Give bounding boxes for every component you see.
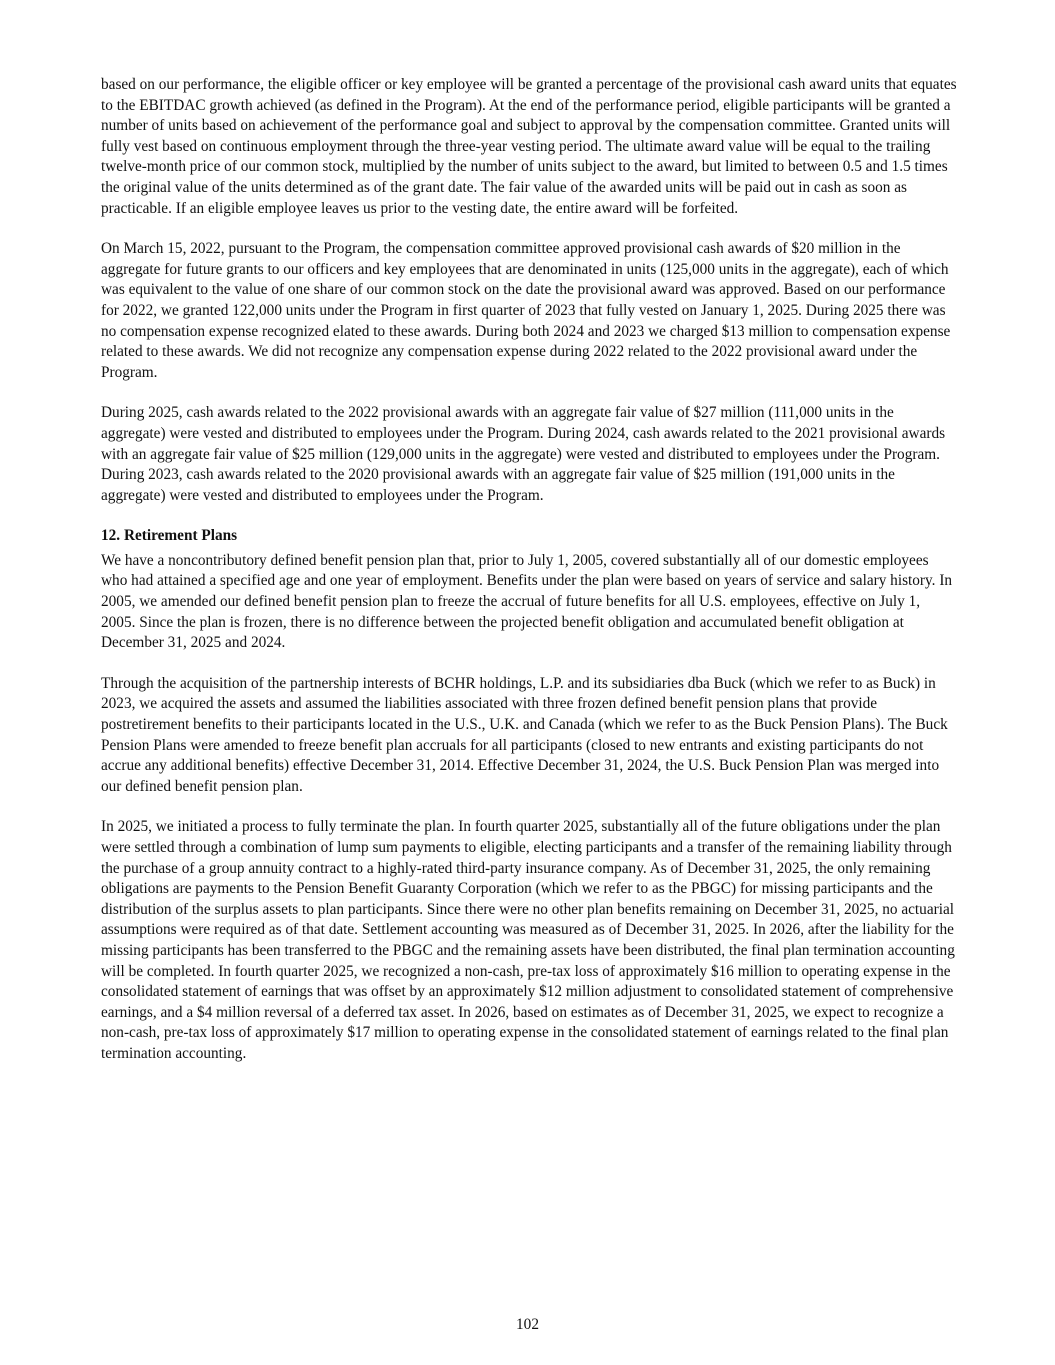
paragraph-buck-pension-plans: Through the acquisition of the partnership interests of BCHR holdings, L.P. and its subsidiaries dba Buck (which we refer to as Buck) in 2023, we acquired the assets and assumed the liabilities associated with three frozen defined benefit pension plans that provide postretirement benefits to their participants located in the U.S., U.K. and Canada (which we refer to as the Buck Pension Plans). The Buck Pension Plans were amended to freeze benefit plan accruals for all participants (closed to new entrants and existing participants do not accrue any additional benefits) effective December 31, 2014. Effective December 31, 2024, the U.S. Buck Pension Plan was merged into our defined benefit pension plan. [101, 674, 948, 795]
paragraph-pension-plan: We have a noncontributory defined benefit pension plan that, prior to July 1, 2005, covered substantially all of our domestic employees who had attained a specified age and one year of employment. Benefits under the plan were based on years of service and salary history. In 2005, we amended our defined benefit pension plan to freeze the accrual of future benefits for all U.S. employees, effective on July 1, 2005. Since the plan is frozen, there is no difference between the projected benefit obligation and accumulated benefit obligation at December 31, 2025 and 2024. [101, 551, 953, 652]
page-number: 102 [516, 1316, 539, 1333]
paragraph-cash-awards-distribution: During 2025, cash awards related to the 2022 provisional awards with an aggregate fair value of $27 million (111,000 units in the aggregate) were vested and distributed to employees under the Program. During 2024, cash awards related to the 2021 provisional awards with an aggregate fair value of $25 million (129,000 units in the aggregate) were vested and distributed to employees under the Program. During 2023, cash awards related to the 2020 provisional awards with an aggregate fair value of $25 million (191,000 units in the aggregate) were vested and distributed to employees under the Program. [101, 404, 946, 504]
paragraph-award-units: based on our performance, the eligible officer or key employee will be granted a percentage of the provisional cash award units that equates to the EBITDAC growth achieved (as defined in the Program). At the end of the performance period, eligible participants will be granted a number of units based on achievement of the performance goal and subject to approval by the compensation committee. Granted units will fully vest based on continuous employment through the three-year vesting period. The ultimate award value will be equal to the trailing twelve-month price of our common stock, multiplied by the number of units subject to the award, but limited to between 0.5 and 1.5 times the original value of the units determined as of the grant date. The fair value of the awarded units will be paid out in cash as soon as practicable. If an eligible employee leaves us prior to the vesting date, the entire award will be forfeited. [101, 76, 957, 217]
paragraph-plan-termination: In 2025, we initiated a process to fully terminate the plan. In fourth quarter 2025, substantially all of the future obligations under the plan were settled through a combination of lump sum payments to eligible, electing participants and a transfer of the remaining liability through the purchase of a group annuity contract to a highly-rated third-party insurance company. As of December 31, 2025, the only remaining obligations are payments to the Pension Benefit Guaranty Corporation (which we refer to as the PBGC) for missing participants and the distribution of the surplus assets to plan participants. Since there were no other plan benefits remaining on December 31, 2025, no actuarial assumptions were required as of that date. Settlement accounting was measured as of December 31, 2025. In 2026, after the liability for the missing participants has been transferred to the PBGC and the remaining assets have been distributed, the final plan termination accounting will be completed. In fourth quarter 2025, we recognized a non-cash, pre-tax loss of approximately $16 million to operating expense in the consolidated statement of earnings that was offset by an approximately $12 million adjustment to consolidated statement of comprehensive earnings, and a $4 million reversal of a deferred tax asset. In 2026, based on estimates as of December 31, 2025, we expect to recognize a non-cash, pre-tax loss of approximately $17 million to operating expense in the consolidated statement of earnings related to the final plan termination accounting. [101, 818, 955, 1062]
document-page [101, 75, 957, 1085]
section-heading-retirement-plans: 12. Retirement Plans [101, 527, 238, 545]
paragraph-march-2022-awards: On March 15, 2022, pursuant to the Program, the compensation committee approved provisional cash awards of $20 million in the aggregate for future grants to our officers and key employees that are denominated in units (125,000 units in the aggregate), each of which was equivalent to the value of one share of our common stock on the date the provisional award was approved. Based on our performance for 2022, we granted 122,000 units under the Program in first quarter of 2023 that fully vested on January 1, 2025. During 2025 there was no compensation expense recognized elated to these awards. During both 2024 and 2023 we charged $13 million to compensation expense related to these awards. We did not recognize any compensation expense during 2022 related to the 2022 provisional award under the Program. [101, 240, 951, 381]
